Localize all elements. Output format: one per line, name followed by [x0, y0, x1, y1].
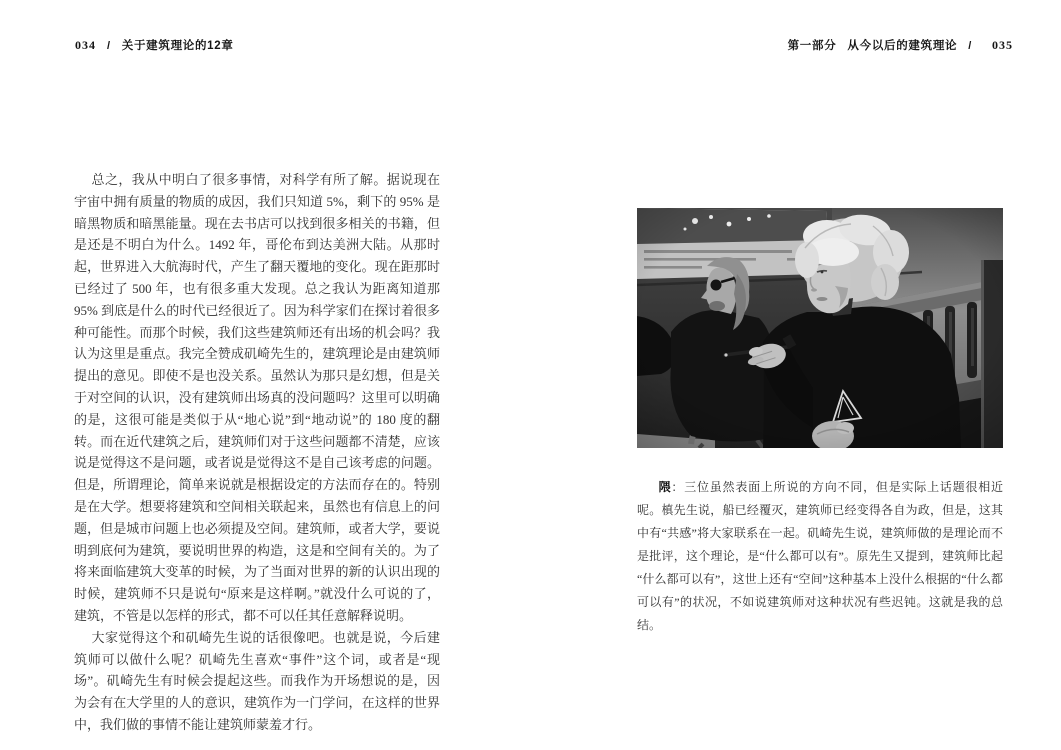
right-page-number: 035 — [992, 38, 1013, 52]
body-text-column — [74, 169, 440, 736]
caption-speaker-colon: ： — [671, 480, 685, 494]
body-paragraph-2: 大家觉得这个和矶崎先生说的话很像吧。也就是说，今后建筑师可以做什么呢？矶崎先生喜欢“事件”这个词，或者是“现场”。矶崎先生有时候会提起这些。而我作为开场想说的是，因为会有在大学里的人的意识，建筑作为一门学问，在这样的世界中，我们做的事情不能让建筑师蒙羞才行。 — [74, 629, 440, 732]
left-running-header — [75, 37, 234, 53]
right-running-header — [788, 37, 1013, 53]
part-label: 第一部分 — [787, 40, 837, 52]
section-title: 从今以后的建筑理论 — [847, 40, 958, 52]
photo-caption — [637, 476, 1003, 637]
left-header-slash-separator: / — [107, 40, 111, 52]
photo-illustration — [637, 208, 1003, 448]
panel-discussion-photo — [637, 208, 1003, 448]
caption-speaker-label: 隈 — [658, 480, 672, 494]
left-page-number: 034 — [75, 38, 96, 52]
body-paragraph-1: 总之，我从中明白了很多事情，对科学有所了解。据说现在宇宙中拥有质量的物质的成因，我们只知道 5%，剩下的 95% 是暗黑物质和暗黑能量。现在去书店可以找到很多相关的书籍，但是还是不明白为什么。1492 年，哥伦布到达美洲大陆。从那时起，世界进入大航海时代，产生了翻天覆地的变化。现在距那时已经过了 500 年，也有很多重大发现。总之我认为距离知道那 95% 到底是什么的时代已经很近了。因为科学家们在探讨着很多种可能性。而那个时候，我们这些建筑师还有出场的机会吗？我认为这里是重点。我完全赞成矶崎先生的，建筑理论是由建筑师提出的意见。即使不是也没关系。虽然认为那只是幻想，但是关于对空间的认识，没有建筑师出场真的没问题吗？这里可以明确的是，这很可能是类似于从“地心说”到“地动说”的 180 度的翻转。而在近代建筑之后，建筑师们对于这些问题都不清楚，应该说是觉得这不是问题，或者说是觉得这不是自己该考虑的问题。但是，所谓理论，简单来说就是根据设定的方法而存在的。特别是在大学。想要将建筑和空间相关联起来，虽然也有信息上的问题，但是城市问题上也必须提及空间。建筑师，或者大学，要说明到底何为建筑，要说明世界的构造，这是和空间有关的。为了将来面临建筑大变革的时候，为了当面对世界的新的认识出现的时候，建筑师不只是说句“原来是这样啊。”就没什么可说的了，建筑，不管是以怎样的形式，都不可以任其任意解释说明。 — [74, 172, 440, 623]
chapter-title: 关于建筑理论的12章 — [121, 40, 234, 52]
caption-text: 三位虽然表面上所说的方向不同，但是实际上话题很相近呢。槙先生说，船已经覆灭，建筑师已经变得各自为政，但是，这其中有“共感”将大家联系在一起。矶崎先生说，建筑师做的是理论而不是批评，这个理论，是“什么都可以有”。原先生又提到，建筑师比起“什么都可以有”，这世上还有“空间”这种基本上没什么根据的“什么都可以有”的状况，不如说建筑师对这种状况有些迟钝。这就是我的总结。 — [637, 480, 1003, 632]
right-header-slash-separator: / — [968, 40, 972, 52]
